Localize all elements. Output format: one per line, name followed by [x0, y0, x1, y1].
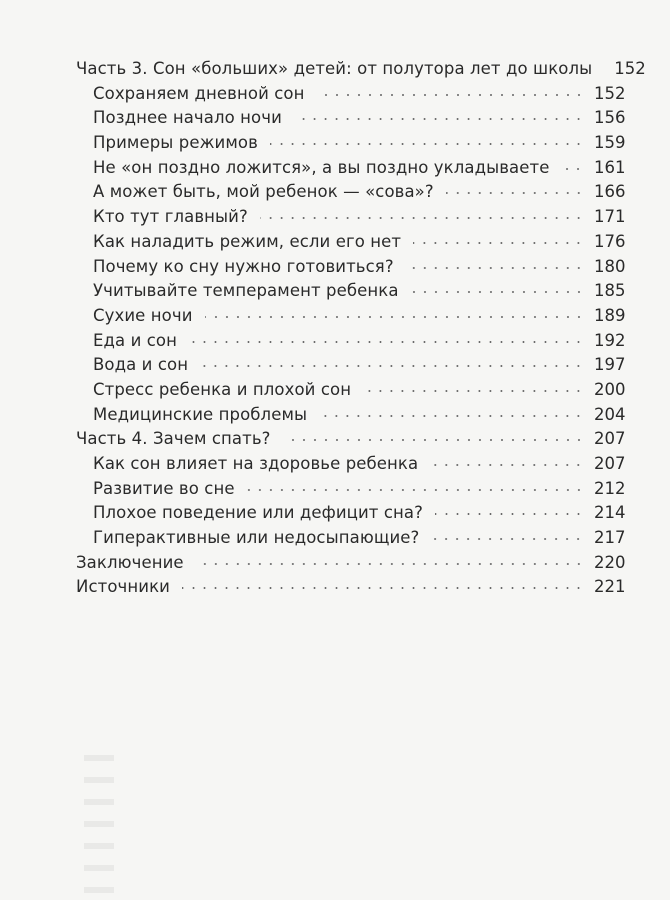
toc-entry-page: 221 [594, 577, 626, 597]
dot-leader [182, 587, 584, 589]
toc-entry-page: 156 [594, 108, 626, 128]
toc-entry-title: Позднее начало ночи [93, 108, 282, 128]
toc-entry-page: 189 [594, 305, 626, 325]
toc-entry-page: 161 [594, 157, 626, 177]
toc-entry[interactable] [76, 304, 624, 329]
dot-leader [270, 143, 584, 145]
dot-leader [247, 489, 584, 491]
toc-entry-page: 204 [594, 404, 626, 424]
toc-entry-page: 176 [594, 231, 626, 251]
toc-entry-title: Вода и сон [93, 355, 189, 375]
toc-entry-title: Медицинские проблемы [93, 404, 308, 424]
dot-leader [319, 415, 584, 417]
dot-leader [431, 538, 584, 540]
toc-entry[interactable] [76, 82, 624, 107]
dot-leader [446, 192, 584, 194]
dot-leader [430, 464, 584, 466]
toc-entry[interactable] [76, 353, 624, 378]
toc-entry-page: 192 [594, 330, 626, 350]
toc-entry[interactable] [76, 551, 624, 576]
toc-entry-title: Плохое поведение или дефицит сна? [93, 503, 423, 523]
toc-entry-page: 180 [594, 256, 626, 276]
dot-leader [283, 439, 584, 441]
toc-entry[interactable] [76, 205, 624, 230]
dot-leader [363, 390, 584, 392]
toc-entry-page: 171 [594, 207, 626, 227]
toc-entry[interactable] [76, 131, 624, 156]
toc-entry-page: 152 [594, 83, 626, 103]
toc-entry-page: 197 [594, 355, 626, 375]
toc-entry-title: Сохраняем дневной сон [93, 83, 305, 103]
dot-leader [435, 513, 584, 515]
dot-leader [189, 341, 584, 343]
toc-entry[interactable] [76, 156, 624, 181]
toc-entry-page: 152 [614, 59, 646, 78]
toc-entry-page: 185 [594, 281, 626, 301]
toc-entry[interactable] [76, 403, 624, 428]
dot-leader [411, 291, 584, 293]
toc-entry-title: Примеры режимов [93, 133, 258, 153]
dot-leader [317, 94, 585, 96]
toc-entry-title: Развитие во сне [93, 478, 235, 498]
toc-entry-title: Почему ко сну нужно готовиться? [93, 256, 394, 276]
dot-leader [561, 168, 584, 170]
table-of-contents [76, 57, 646, 600]
toc-entry-title: Часть 3. Сон «больших» детей: от полутора лет до школы [76, 59, 593, 78]
toc-entry-title: Как сон влияет на здоровье ребенка [93, 454, 419, 473]
dot-leader [260, 217, 584, 219]
toc-entry-page: 207 [594, 454, 626, 473]
toc-entry-title: Кто тут главный? [93, 207, 248, 227]
toc-entry-page: 200 [594, 379, 626, 399]
toc-entry-title: Источники [76, 577, 170, 597]
toc-entry-title: Часть 4. Зачем спать? [76, 429, 271, 449]
toc-entry[interactable] [76, 106, 624, 131]
dot-leader [205, 316, 584, 318]
toc-entry-title: Не «он поздно ложится», а вы поздно укладываете [93, 157, 550, 177]
toc-entry-page: 220 [594, 552, 626, 572]
toc-entry-title: Заключение [76, 552, 184, 572]
toc-entry-title: Гиперактивные или недосыпающие? [93, 528, 420, 548]
toc-entry-title: Стресс ребенка и плохой сон [93, 379, 352, 399]
toc-entry[interactable] [76, 279, 624, 304]
toc-entry[interactable] [76, 57, 646, 82]
toc-entry[interactable] [76, 230, 624, 255]
toc-entry-title: Сухие ночи [93, 305, 193, 325]
toc-entry[interactable] [76, 477, 624, 502]
toc-entry[interactable] [76, 378, 624, 403]
toc-entry[interactable] [76, 501, 624, 526]
toc-entry[interactable] [76, 452, 624, 477]
toc-entry-page: 214 [594, 503, 626, 523]
toc-entry-title: А может быть, мой ребенок — «сова»? [93, 182, 434, 202]
toc-entry-page: 159 [594, 133, 626, 153]
dot-leader [406, 267, 584, 269]
toc-entry-page: 207 [594, 429, 626, 449]
toc-entry[interactable] [76, 526, 624, 551]
toc-entry-title: Еда и сон [93, 330, 178, 350]
toc-entry-title: Учитывайте темперамент ребенка [93, 281, 399, 301]
toc-entry[interactable] [76, 180, 624, 205]
bleed-through-shadow [84, 755, 114, 895]
dot-leader [196, 563, 584, 565]
toc-entry-title: Как наладить режим, если его нет [93, 231, 402, 251]
toc-entry-page: 166 [594, 182, 626, 202]
dot-leader [413, 242, 584, 244]
toc-entry[interactable] [76, 427, 624, 452]
toc-entry[interactable] [76, 255, 624, 280]
dot-leader [294, 118, 584, 120]
dot-leader [200, 365, 584, 367]
toc-entry[interactable] [76, 575, 624, 600]
toc-entry[interactable] [76, 329, 624, 354]
toc-entry-page: 212 [594, 478, 626, 498]
toc-entry-page: 217 [594, 528, 626, 548]
